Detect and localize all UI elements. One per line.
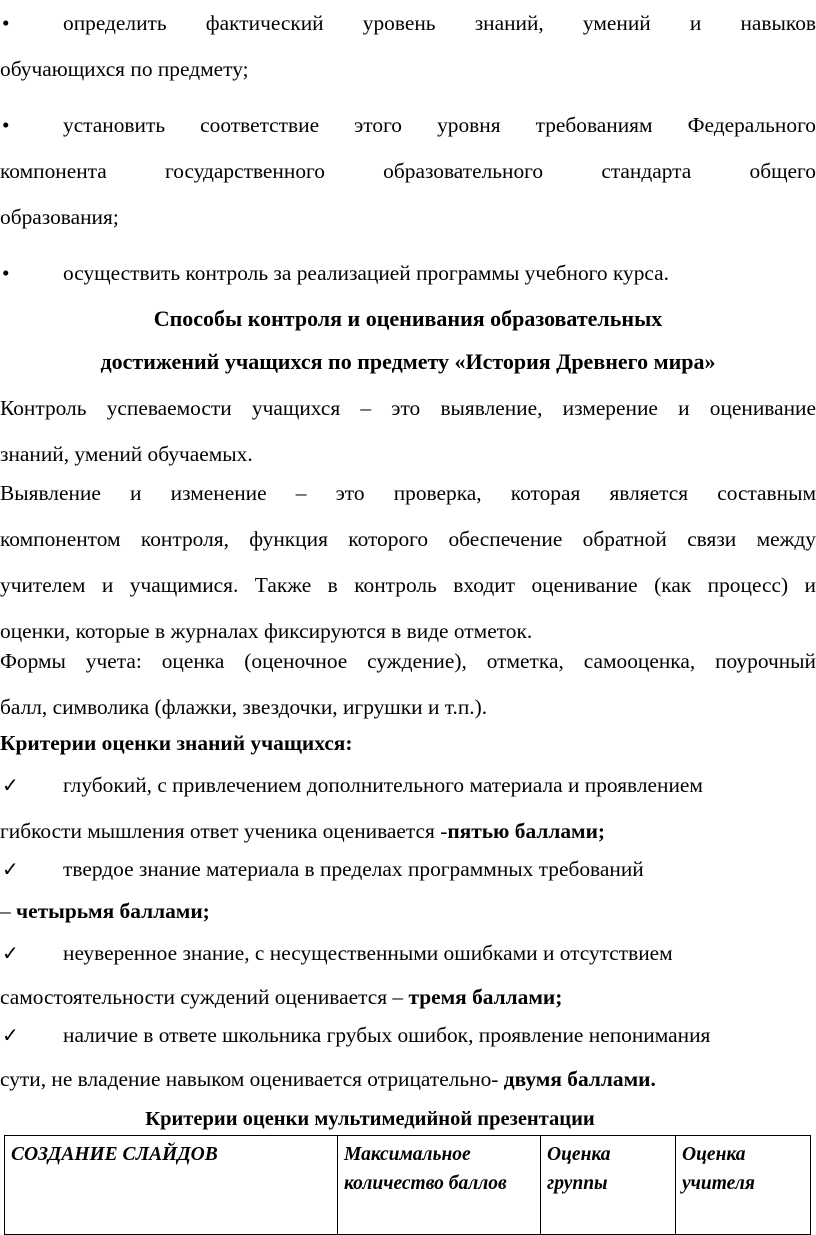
- bullet-text-line: компонента государственного образовательного стандарта общего: [0, 159, 816, 183]
- presentation-criteria-table: [4, 1135, 811, 1235]
- bullet-text-line: определить фактический уровень знаний, умений и навыков: [63, 11, 816, 35]
- paragraph-line: Выявление и изменение – это проверка, которая является составным: [0, 481, 816, 505]
- paragraph-line: оценки, которые в журналах фиксируются в виде отметок.: [0, 619, 533, 643]
- table-header-cell: Оценка группы: [541, 1136, 676, 1235]
- criteria-text-line: [0, 1056, 656, 1102]
- criteria-text-line: наличие в ответе школьника грубых ошибок, проявление непонимания: [63, 1023, 711, 1047]
- criteria-text-line: твердое знание материала в пределах программных требований: [63, 857, 644, 881]
- bullet-text-line: образования;: [0, 205, 119, 229]
- criteria-text: –: [0, 899, 17, 923]
- paragraph-identification: [0, 470, 816, 654]
- criteria-text: сути, не владение навыком оценивается отрицательно-: [0, 1067, 504, 1091]
- criteria-score: пятью баллами;: [447, 819, 606, 843]
- criteria-score: четырьмя баллами;: [16, 899, 210, 923]
- table-header-row: [5, 1136, 811, 1235]
- bullet-mark: •: [2, 113, 10, 137]
- heading-line-2: достижений учащихся по предмету «История Древнего мира»: [100, 349, 716, 374]
- table-header-cell: Оценка учителя: [676, 1136, 811, 1235]
- criteria-text: самостоятельности суждений оценивается –: [0, 985, 409, 1009]
- bullet-text-line: установить соответствие этого уровня требованиям Федерального: [63, 113, 816, 137]
- checkmark-icon: ✓: [2, 773, 19, 797]
- table-header-cell: Максимальное количество баллов: [338, 1136, 541, 1235]
- paragraph-line: знаний, умений обучаемых.: [0, 442, 253, 466]
- bullet-text-line: осуществить контроль за реализацией программы учебного курса.: [63, 261, 670, 285]
- checkmark-icon: ✓: [2, 1023, 19, 1047]
- criteria-score: двумя баллами.: [503, 1067, 656, 1091]
- paragraph-line: балл, символика (флажки, звездочки, игрушки и т.п.).: [0, 695, 488, 719]
- bullet-mark: •: [2, 261, 10, 285]
- paragraph-line: компонентом контроля, функция которого обеспечение обратной связи между: [0, 527, 816, 551]
- bullet-text-line: обучающихся по предмету;: [0, 57, 249, 81]
- table-header-cell: СОЗДАНИЕ СЛАЙДОВ: [5, 1136, 338, 1235]
- bullet-mark: •: [2, 11, 10, 35]
- criteria-text-line: неуверенное знание, с несущественными ошибками и отсутствием: [63, 941, 673, 965]
- criteria-text-line: глубокий, с привлечением дополнительного материала и проявлением: [63, 773, 703, 797]
- checkmark-icon: ✓: [2, 857, 19, 881]
- section-heading: [0, 299, 816, 385]
- table-caption: Критерии оценки мультимедийной презентации: [145, 1108, 595, 1130]
- paragraph-line: Контроль успеваемости учащихся – это выявление, измерение и оценивание: [0, 396, 816, 420]
- paragraph-control: [0, 385, 816, 477]
- criteria-text-line: [0, 888, 210, 934]
- checkmark-icon: ✓: [2, 941, 19, 965]
- paragraph-line: Формы учета: оценка (оценочное суждение), отметка, самооценка, поурочный: [0, 649, 816, 673]
- heading-line-1: Способы контроля и оценивания образовательных: [153, 306, 663, 331]
- criteria-score: тремя баллами;: [408, 985, 563, 1009]
- paragraph-forms: [0, 638, 816, 730]
- criteria-title: Критерии оценки знаний учащихся:: [0, 731, 353, 755]
- paragraph-line: учителем и учащимися. Также в контроль входит оценивание (как процесс) и: [0, 573, 816, 597]
- criteria-text: гибкости мышления ответ ученика оценивается -: [0, 819, 448, 843]
